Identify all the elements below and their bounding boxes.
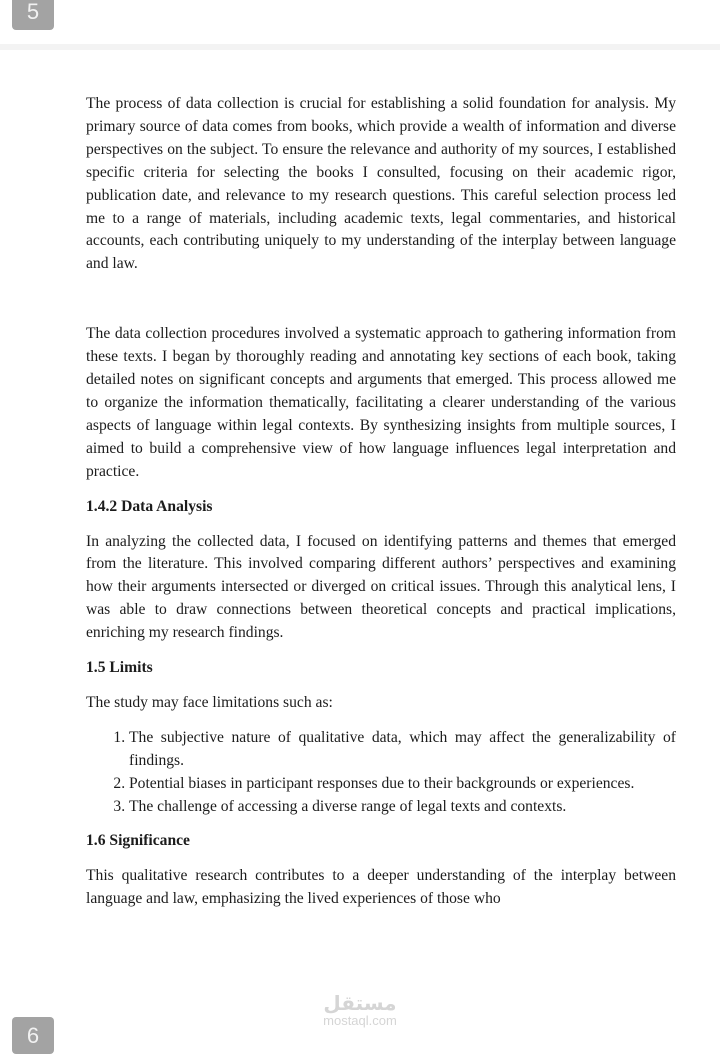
watermark-domain: mostaql.com (323, 1013, 397, 1028)
heading-significance: 1.6 Significance (86, 832, 190, 850)
list-item: 3. The challenge of accessing a diverse range of legal texts and contexts. (129, 796, 676, 819)
limits-intro: The study may face limitations such as: (86, 693, 333, 711)
document-page (86, 93, 676, 911)
list-item: 1. The subjective nature of qualitative data, which may affect the generalizability of findings. (129, 727, 676, 773)
list-item: 2. Potential biases in participant responses due to their backgrounds or experiences. (129, 773, 676, 796)
page-number-badge-bottom: 6 (12, 1017, 54, 1054)
heading-limits: 1.5 Limits (86, 659, 153, 677)
paragraph-collection-procedures: The data collection procedures involved a systematic approach to gathering information from these texts. I began by thoroughly reading and annotating key sections of each book, taking detailed notes on significant concepts and arguments that emerged. This process allowed me to organize the information thematically, facilitating a clearer understanding of the various aspects of language within legal contexts. By synthesizing insights from multiple sources, I aimed to build a comprehensive view of how language influences legal interpretation and practice. (86, 325, 676, 480)
watermark-logo-text: مستقل (323, 991, 397, 1015)
page-separator (0, 44, 720, 50)
heading-data-analysis: 1.4.2 Data Analysis (86, 497, 213, 515)
watermark (310, 992, 410, 1028)
page-number-badge-top: 5 (12, 0, 54, 30)
paragraph-data-collection: The process of data collection is crucial for establishing a solid foundation for analysis. My primary source of data comes from books, which provide a wealth of information and diverse perspectives on the subject. To ensure the relevance and authority of my sources, I established specific criteria for selecting the books I consulted, focusing on their academic rigor, publication date, and relevance to my research questions. This careful selection process led me to a range of materials, including academic texts, legal commentaries, and historical accounts, each contributing uniquely to my understanding of the interplay between language and law. (86, 95, 676, 273)
paragraph-significance: This qualitative research contributes to a deeper understanding of the interplay between language and law, emphasizing the lived experiences of those who (86, 867, 676, 908)
limits-list (86, 727, 676, 819)
paragraph-data-analysis: In analyzing the collected data, I focused on identifying patterns and themes that emerged from the literature. This involved comparing different authors’ perspectives and examining how their arguments intersected or diverged on critical issues. Through this analytical lens, I was able to draw connections between theoretical concepts and practical implications, enriching my research findings. (86, 532, 676, 642)
